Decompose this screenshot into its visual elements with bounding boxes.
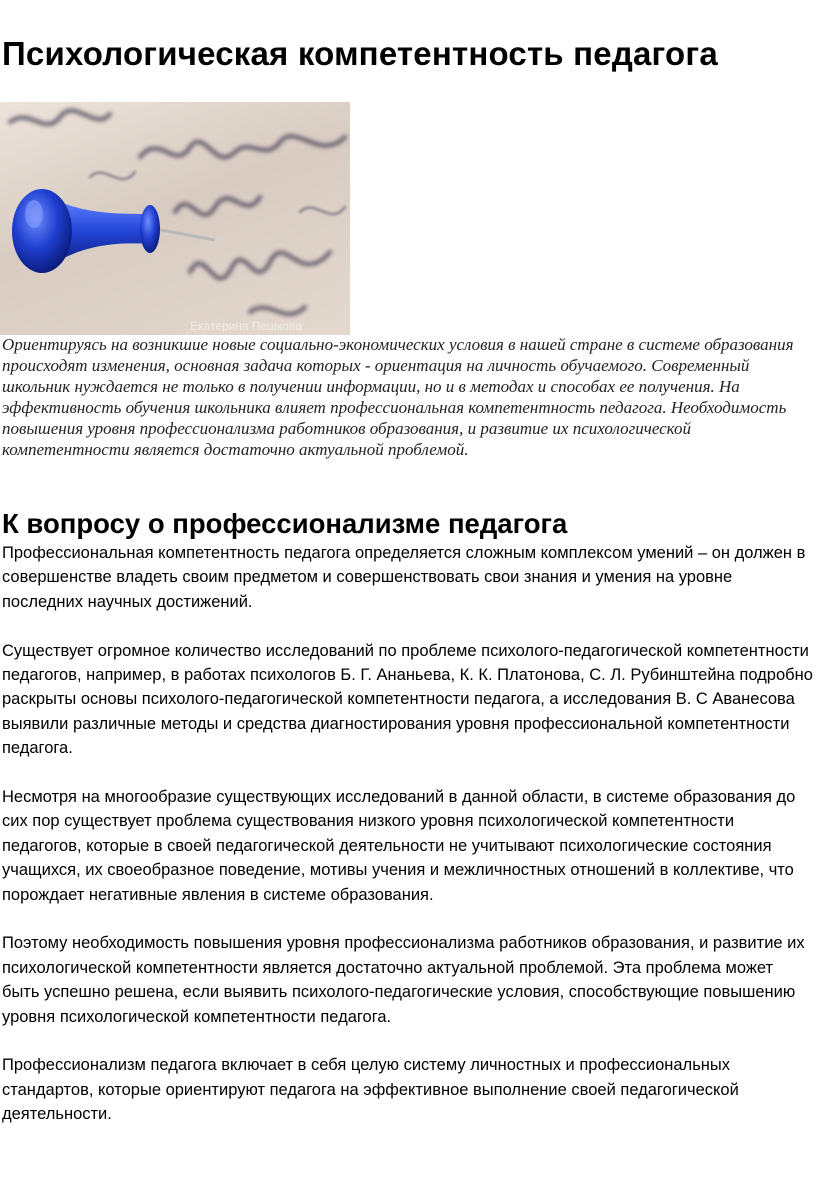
pushpin-illustration bbox=[0, 102, 350, 335]
article-body bbox=[2, 541, 814, 1151]
pin-collar bbox=[140, 205, 160, 253]
intro-paragraph: Ориентируясь на возникшие новые социально-экономических условия в нашей стране в системе образования происходят изменения, основная задача которых - ориентация на личность обучаемого. Современный школьник нуждается не только в получении информации, но и в методах и способах ее получения. На эффективность обучения школьника влияет профессиональная компетентность педагога. Необходимость повышения уровня профессионализма работников образования, и развитие их психологической компетентности является достаточно актуальной проблемой. bbox=[2, 335, 794, 459]
paragraph: Профессиональная компетентность педагога определяется сложным комплексом умений – он должен в совершенстве владеть своим предметом и совершенствовать свои знания и умения на уровне последних научных достижений. bbox=[2, 544, 806, 611]
paragraph: Несмотря на многообразие существующих исследований в данной области, в системе образования до сих пор существует проблема существования низкого уровня психологической компетентности педагогов, которые в своей педагогической деятельности не учитывают психологические состояния учащихся, их своеобразное поведение, мотивы учения и межличностных отношений в коллективе, что порождает негативные явления в системе образования. bbox=[2, 788, 796, 904]
pin-head bbox=[12, 189, 72, 273]
section-title: К вопросу о профессионализме педагога bbox=[2, 508, 568, 539]
image-caption: Екатерина Пешкова bbox=[190, 319, 302, 333]
paragraph: Поэтому необходимость повышения уровня профессионализма работников образования, и развитие их психологической компетентности является достаточно актуальной проблемой. Эта проблема может быть успешно решена, если выявить психолого-педагогические условия, способствующие повышению уровня психологической компетентности педагога. bbox=[2, 934, 805, 1026]
pushpin-photo bbox=[0, 102, 350, 335]
page-title: Психологическая компетентность педагога bbox=[2, 35, 718, 72]
pin-body bbox=[60, 202, 152, 260]
paragraph: Существует огромное количество исследований по проблеме психолого-педагогической компетентности педагогов, например, в работах психологов Б. Г. Ананьева, К. К. Платонова, С. Л. Рубинштейна подробно раскрыты основы психолого-педагогической компетентности педагога, а исследования В. С Аванесова выявили различные методы и средства диагностирования уровня профессиональной компетентности педагога. bbox=[2, 641, 813, 758]
paragraph: Профессионализм педагога включает в себя целую систему личностных и профессиональных стандартов, которые ориентируют педагога на эффективное выполнение своей педагогической деятельности. bbox=[2, 1056, 739, 1124]
